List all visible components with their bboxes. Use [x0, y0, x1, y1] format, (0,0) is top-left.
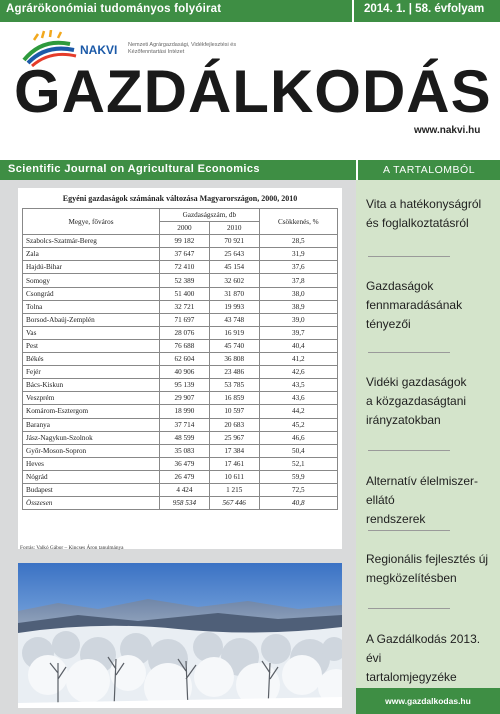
institute-name: Nemzeti Agrárgazdasági, Vidékfejlesztési és Kézőfenntartási Intézet	[128, 42, 237, 55]
logo-wordmark: NAKVI	[80, 43, 118, 57]
decrease-cell: 72,5	[259, 483, 337, 496]
farm-count-cell: 95 139	[160, 379, 210, 392]
journal-website[interactable]: www.gazdalkodas.hu	[356, 688, 500, 714]
winter-landscape-photo	[18, 563, 342, 708]
farm-count-cell: 16 859	[209, 392, 259, 405]
county-cell: Szabolcs-Szatmár-Bereg	[23, 235, 160, 248]
decrease-cell: 52,1	[259, 457, 337, 470]
journal-subtitle-hu: Agrárökonómiai tudományos folyóirat	[6, 3, 222, 15]
farm-count-cell: 19 993	[209, 300, 259, 313]
farm-count-cell: 52 389	[160, 274, 210, 287]
decrease-cell: 39,0	[259, 313, 337, 326]
table-row	[23, 313, 338, 326]
journal-subtitle-en: Scientific Journal on Agricultural Economics	[8, 163, 260, 175]
table-row	[23, 326, 338, 339]
county-cell: Somogy	[23, 274, 160, 287]
issue-info: 2014. 1. | 58. évfolyam	[352, 0, 500, 22]
farm-count-cell: 23 486	[209, 366, 259, 379]
county-cell: Heves	[23, 457, 160, 470]
farm-count-cell: 43 748	[209, 313, 259, 326]
table-row	[23, 405, 338, 418]
farm-count-cell: 958 534	[160, 497, 210, 510]
toc-divider	[368, 530, 450, 531]
decrease-cell: 40,8	[259, 497, 337, 510]
county-cell: Veszprém	[23, 392, 160, 405]
toc-heading: A TARTALOMBÓL	[356, 160, 500, 180]
county-cell: Jász-Nagykun-Szolnok	[23, 431, 160, 444]
county-cell: Komárom-Esztergom	[23, 405, 160, 418]
county-cell: Borsod-Abaúj-Zemplén	[23, 313, 160, 326]
toc-divider	[368, 256, 450, 257]
county-cell: Hajdú-Bihar	[23, 261, 160, 274]
farm-count-cell: 25 967	[209, 431, 259, 444]
county-cell: Bács-Kiskun	[23, 379, 160, 392]
table-row	[23, 470, 338, 483]
farm-count-cell: 32 602	[209, 274, 259, 287]
table-source: Forrás: Valkó Gábor – Kincses Áron tanulmánya	[20, 545, 124, 551]
table-row	[23, 261, 338, 274]
decrease-cell: 38,9	[259, 300, 337, 313]
county-cell: Baranya	[23, 418, 160, 431]
county-cell: Fejér	[23, 366, 160, 379]
decrease-cell: 40,4	[259, 339, 337, 352]
table-row	[23, 392, 338, 405]
farm-count-cell: 45 154	[209, 261, 259, 274]
farm-statistics-table	[22, 208, 338, 510]
table-row	[23, 366, 338, 379]
decrease-cell: 38,0	[259, 287, 337, 300]
table-row	[23, 339, 338, 352]
county-cell: Vas	[23, 326, 160, 339]
farm-count-cell: 17 384	[209, 444, 259, 457]
county-cell: Összesen	[23, 497, 160, 510]
table-row	[23, 287, 338, 300]
county-cell: Pest	[23, 339, 160, 352]
decrease-cell: 31,9	[259, 248, 337, 261]
county-cell: Budapest	[23, 483, 160, 496]
decrease-cell: 41,2	[259, 353, 337, 366]
county-cell: Csongrád	[23, 287, 160, 300]
farm-count-cell: 31 870	[209, 287, 259, 300]
table-row	[23, 248, 338, 261]
farm-count-cell: 17 461	[209, 457, 259, 470]
county-cell: Békés	[23, 353, 160, 366]
toc-divider	[368, 352, 450, 353]
toc-divider	[368, 450, 450, 451]
decrease-cell: 37,6	[259, 261, 337, 274]
decrease-cell: 43,5	[259, 379, 337, 392]
decrease-cell: 50,4	[259, 444, 337, 457]
farm-count-cell: 20 683	[209, 418, 259, 431]
farm-count-cell: 37 647	[160, 248, 210, 261]
farm-count-cell: 36 808	[209, 353, 259, 366]
table-row	[23, 457, 338, 470]
farm-count-cell: 10 597	[209, 405, 259, 418]
table-row	[23, 353, 338, 366]
toc-item[interactable]: Regionális fejlesztés új megközelítésben	[366, 552, 489, 585]
table-row	[23, 379, 338, 392]
table-row	[23, 497, 338, 510]
journal-title: GAZDÁLKODÁS	[14, 58, 492, 125]
farm-count-cell: 71 697	[160, 313, 210, 326]
farm-count-cell: 40 906	[160, 366, 210, 379]
farm-count-cell: 45 740	[209, 339, 259, 352]
decrease-cell: 37,8	[259, 274, 337, 287]
farm-count-cell: 51 400	[160, 287, 210, 300]
decrease-cell: 59,9	[259, 470, 337, 483]
farm-count-cell: 48 599	[160, 431, 210, 444]
header-county: Megye, főváros	[23, 209, 160, 235]
county-cell: Győr-Moson-Sopron	[23, 444, 160, 457]
county-cell: Nógrád	[23, 470, 160, 483]
farm-count-cell: 28 076	[160, 326, 210, 339]
publisher-website: www.nakvi.hu	[414, 125, 481, 136]
farm-count-cell: 25 643	[209, 248, 259, 261]
top-banner	[0, 0, 500, 22]
toc-divider	[368, 608, 450, 609]
header-decrease: Csökkenés, %	[259, 209, 337, 235]
table-row	[23, 235, 338, 248]
farm-count-cell: 62 604	[160, 353, 210, 366]
table-row	[23, 418, 338, 431]
table-row	[23, 431, 338, 444]
decrease-cell: 28,5	[259, 235, 337, 248]
farm-count-cell: 36 479	[160, 457, 210, 470]
table-title: Egyéni gazdaságok számának változása Magyarországon, 2000, 2010	[62, 194, 298, 203]
farm-count-cell: 35 083	[160, 444, 210, 457]
farm-count-cell: 26 479	[160, 470, 210, 483]
county-cell: Zala	[23, 248, 160, 261]
table-of-contents	[356, 180, 500, 714]
toc-item[interactable]: Vita a hatékonyságról és foglalkoztatásról	[366, 197, 482, 230]
landscape-image	[18, 563, 342, 708]
header-year-2000: 2000	[160, 222, 210, 235]
toc-item[interactable]: A Gazdálkodás 2013. évi tartalomjegyzéke	[366, 632, 481, 684]
farm-count-cell: 18 990	[160, 405, 210, 418]
farm-count-cell: 37 714	[160, 418, 210, 431]
decrease-cell: 39,7	[259, 326, 337, 339]
farm-count-cell: 53 785	[209, 379, 259, 392]
farm-count-cell: 32 721	[160, 300, 210, 313]
header-farms: Gazdaságszám, db	[160, 209, 260, 222]
subtitle-banner	[0, 160, 500, 180]
decrease-cell: 43,6	[259, 392, 337, 405]
toc-item[interactable]: Alternatív élelmiszer-ellátó rendszerek	[366, 474, 479, 526]
farm-count-cell: 72 410	[160, 261, 210, 274]
table-row	[23, 274, 338, 287]
farm-count-cell: 1 215	[209, 483, 259, 496]
decrease-cell: 44,2	[259, 405, 337, 418]
decrease-cell: 42,6	[259, 366, 337, 379]
farm-count-cell: 10 611	[209, 470, 259, 483]
decrease-cell: 45,2	[259, 418, 337, 431]
toc-item[interactable]: Gazdaságok fennmaradásának tényezői	[366, 279, 463, 331]
toc-item[interactable]: Vidéki gazdaságok a közgazdaságtani irányzatokban	[366, 375, 467, 427]
farm-count-cell: 99 182	[160, 235, 210, 248]
farm-count-cell: 76 688	[160, 339, 210, 352]
farm-count-cell: 29 907	[160, 392, 210, 405]
decrease-cell: 46,6	[259, 431, 337, 444]
header-year-2010: 2010	[209, 222, 259, 235]
farm-count-cell: 70 921	[209, 235, 259, 248]
table-row	[23, 483, 338, 496]
table-card	[18, 188, 342, 549]
table-row	[23, 444, 338, 457]
county-cell: Tolna	[23, 300, 160, 313]
farm-count-cell: 4 424	[160, 483, 210, 496]
table-row	[23, 300, 338, 313]
farm-count-cell: 16 919	[209, 326, 259, 339]
farm-count-cell: 567 446	[209, 497, 259, 510]
